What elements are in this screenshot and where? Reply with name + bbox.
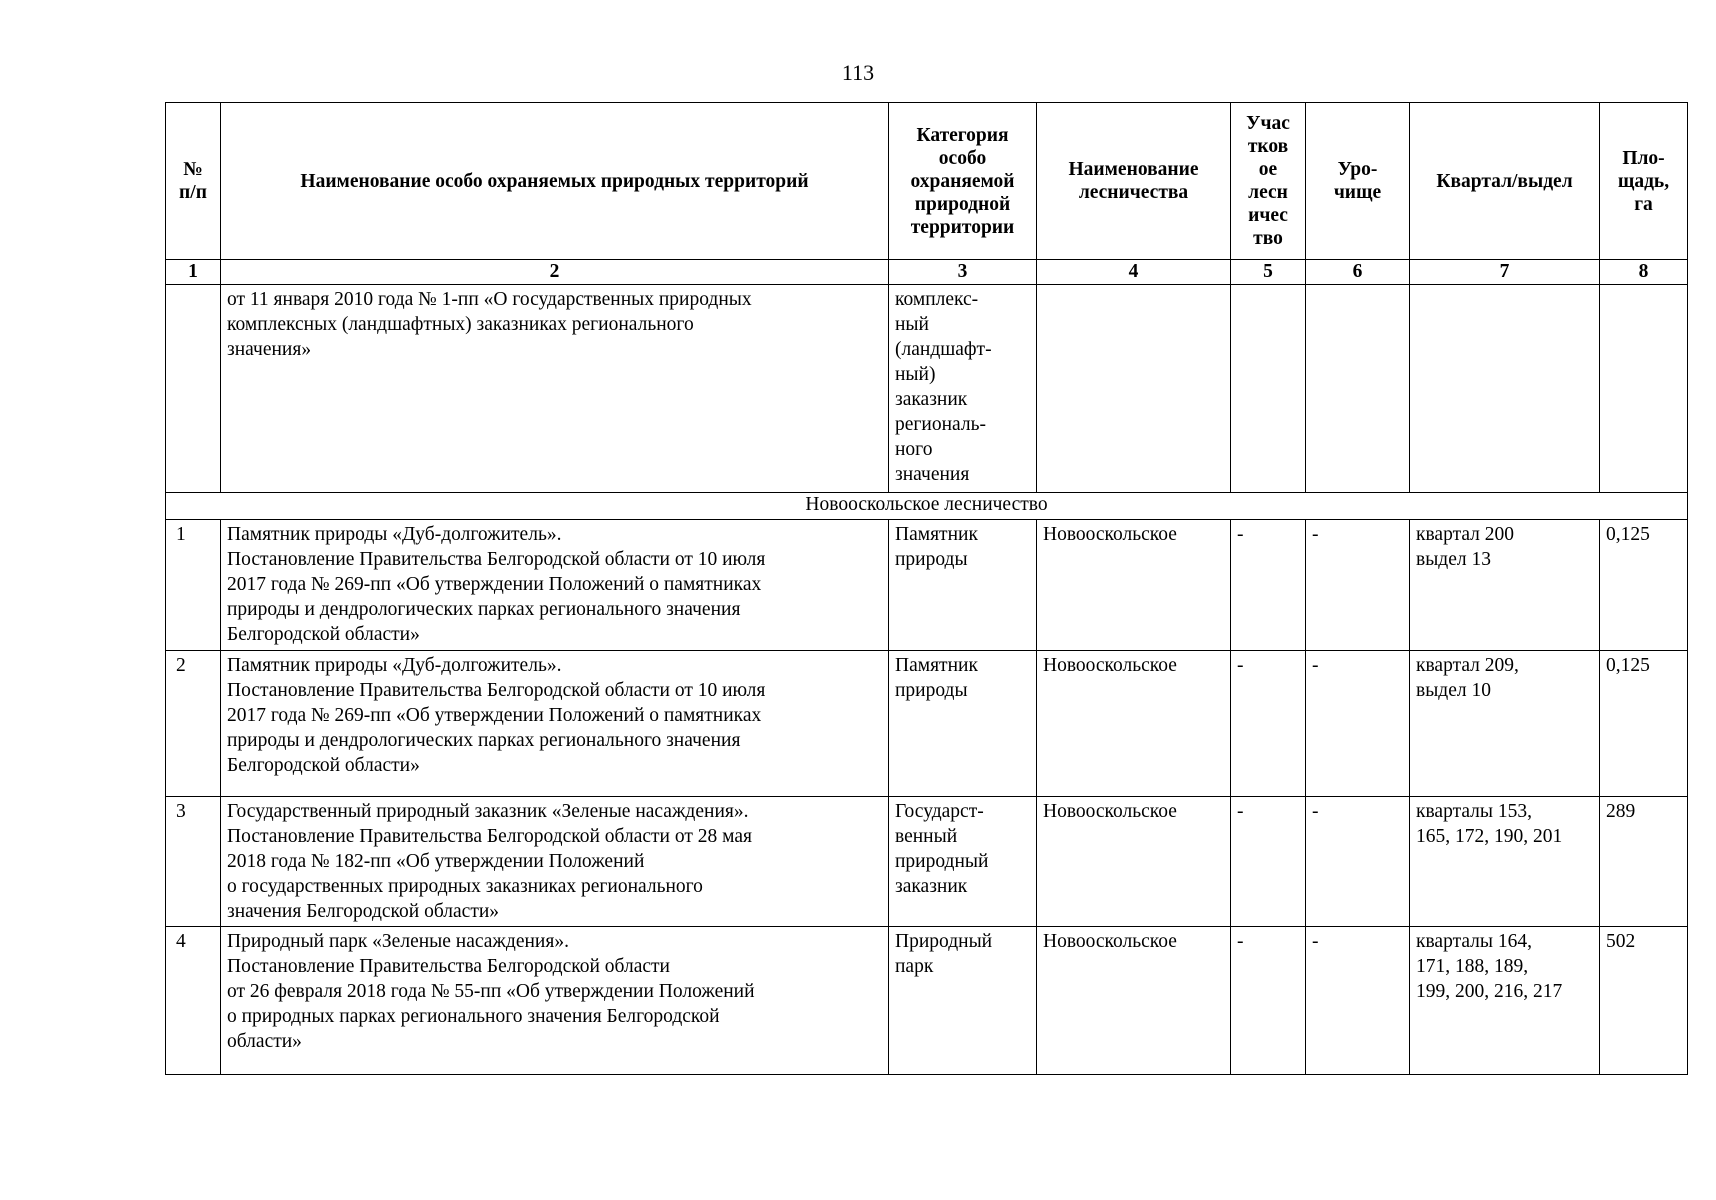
continuation-num (166, 285, 221, 493)
row-forestry: Новооскольское (1037, 520, 1231, 651)
row-name (221, 927, 889, 1075)
row-num: 1 (166, 520, 221, 651)
row-num: 2 (166, 651, 221, 797)
text-line: Постановление Правительства Белгородской области от 28 мая (227, 826, 752, 847)
row-category (889, 520, 1037, 651)
header-col-5-lines (1234, 112, 1302, 250)
text-line: тво (1253, 228, 1283, 249)
text-line: Памятник (895, 655, 978, 676)
table-row (166, 797, 1688, 927)
text-line: Памятник природы «Дуб-долгожитель». (227, 524, 562, 545)
column-number-row (166, 260, 1688, 285)
text-line: Природный парк «Зеленые насаждения». (227, 931, 569, 952)
row-category (889, 651, 1037, 797)
text-line: заказник (895, 389, 968, 410)
column-number: 4 (1037, 260, 1231, 285)
text-line: заказник (895, 876, 968, 897)
header-col-6 (1306, 103, 1410, 260)
text-line: квартал 200 (1416, 524, 1515, 545)
text-line: Государст- (895, 801, 984, 822)
header-col-4 (1037, 103, 1231, 260)
row-district: - (1231, 797, 1306, 927)
row-quarter-lines (1416, 653, 1593, 703)
row-quarter-lines (1416, 929, 1593, 1004)
row-name (221, 520, 889, 651)
row-area: 502 (1600, 927, 1688, 1075)
continuation-row (166, 285, 1688, 493)
continuation-name-lines (227, 287, 882, 362)
row-category-lines (895, 929, 1030, 979)
text-line: Учас (1246, 113, 1290, 134)
row-quarter-lines (1416, 799, 1593, 849)
row-forestry: Новооскольское (1037, 651, 1231, 797)
text-line: Постановление Правительства Белгородской области от 10 июля (227, 549, 766, 570)
text-line: области» (227, 1031, 302, 1052)
text-line: Постановление Правительства Белгородской области от 10 июля (227, 680, 766, 701)
text-line: ный) (895, 364, 936, 385)
text-line: чище (1333, 182, 1382, 203)
protected-areas-table (165, 102, 1688, 1075)
row-district: - (1231, 927, 1306, 1075)
text-line: Пло- (1622, 147, 1665, 169)
row-tract: - (1306, 797, 1410, 927)
text-line: Наименование (1068, 159, 1199, 180)
table-row (166, 651, 1688, 797)
continuation-category (889, 285, 1037, 493)
header-row (166, 103, 1688, 260)
text-line: парк (895, 956, 934, 977)
text-line: (ландшафт- (895, 339, 992, 360)
text-line: Памятник природы «Дуб-долгожитель». (227, 655, 562, 676)
text-line: особо (938, 147, 987, 169)
row-area: 0,125 (1600, 520, 1688, 651)
row-tract: - (1306, 651, 1410, 797)
text-line: Постановление Правительства Белгородской области (227, 956, 670, 977)
text-line: комплексных (ландшафтных) заказниках регионального (227, 314, 694, 335)
header-col-5 (1231, 103, 1306, 260)
text-line: кварталы 164, (1416, 931, 1532, 952)
text-line: 171, 188, 189, (1416, 956, 1529, 977)
text-line: о природных парках регионального значения Белгородской (227, 1006, 720, 1027)
text-line: территории (910, 216, 1015, 238)
section-row (166, 493, 1688, 520)
text-line: ный (895, 314, 929, 335)
row-category-lines (895, 799, 1030, 899)
text-line: 2018 года № 182-пп «Об утверждении Положений (227, 851, 645, 872)
row-area: 0,125 (1600, 651, 1688, 797)
row-category-lines (895, 522, 1030, 572)
row-name (221, 651, 889, 797)
continuation-forestry (1037, 285, 1231, 493)
row-quarter (1410, 520, 1600, 651)
continuation-name (221, 285, 889, 493)
text-line: от 11 января 2010 года № 1-пп «О государственных природных (227, 289, 752, 310)
text-line: Природный (895, 931, 993, 952)
text-line: Белгородской области» (227, 624, 420, 645)
table-row (166, 520, 1688, 651)
text-line: природной (914, 193, 1011, 215)
row-category (889, 797, 1037, 927)
text-line: природы (895, 680, 968, 701)
section-title: Новооскольское лесничество (166, 493, 1688, 520)
row-num: 4 (166, 927, 221, 1075)
text-line: значения Белгородской области» (227, 901, 500, 922)
text-line: га (1634, 193, 1653, 215)
table-row (166, 927, 1688, 1075)
row-district: - (1231, 520, 1306, 651)
header-col-4-lines (1040, 158, 1227, 204)
row-tract: - (1306, 520, 1410, 651)
row-name-lines (227, 522, 882, 647)
text-line: 199, 200, 216, 217 (1416, 981, 1563, 1002)
text-line: квартал 209, (1416, 655, 1519, 676)
row-quarter-lines (1416, 522, 1593, 572)
continuation-district (1231, 285, 1306, 493)
text-line: Уро- (1337, 159, 1378, 180)
text-line: Белгородской области» (227, 755, 420, 776)
text-line: Государственный природный заказник «Зеленые насаждения». (227, 801, 749, 822)
text-line: значения (895, 464, 970, 485)
text-line: выдел 10 (1416, 680, 1491, 701)
text-line: природный (895, 851, 989, 872)
row-category (889, 927, 1037, 1075)
text-line: от 26 февраля 2018 года № 55-пп «Об утверждении Положений (227, 981, 755, 1002)
header-col-1 (166, 103, 221, 260)
row-forestry: Новооскольское (1037, 927, 1231, 1075)
row-name (221, 797, 889, 927)
row-name-lines (227, 929, 882, 1054)
text-line: венный (895, 826, 958, 847)
row-forestry: Новооскольское (1037, 797, 1231, 927)
continuation-area (1600, 285, 1688, 493)
text-line: природы и дендрологических парках регионального значения (227, 730, 741, 751)
row-quarter (1410, 797, 1600, 927)
header-col-8-lines (1603, 147, 1684, 216)
text-line: кварталы 153, (1416, 801, 1532, 822)
header-col-8 (1600, 103, 1688, 260)
text-line: выдел 13 (1416, 549, 1491, 570)
row-area: 289 (1600, 797, 1688, 927)
page-number: 113 (841, 60, 875, 85)
header-col-7: Квартал/выдел (1410, 103, 1600, 260)
text-line: № (183, 159, 203, 180)
text-line: п/п (179, 182, 207, 203)
row-category-lines (895, 653, 1030, 703)
row-name-lines (227, 799, 882, 924)
header-col-3-lines (892, 124, 1033, 239)
text-line: значения» (227, 339, 312, 360)
text-line: комплекс- (895, 289, 979, 310)
row-quarter (1410, 927, 1600, 1075)
text-line: ного (895, 439, 933, 460)
text-line: 2017 года № 269-пп «Об утверждении Положений о памятниках (227, 705, 762, 726)
text-line: Памятник (895, 524, 978, 545)
text-line: региональ- (895, 414, 986, 435)
row-num: 3 (166, 797, 221, 927)
row-district: - (1231, 651, 1306, 797)
continuation-quarter (1410, 285, 1600, 493)
header-col-2: Наименование особо охраняемых природных территорий (221, 103, 889, 260)
header-col-1-lines (169, 158, 217, 204)
header-col-6-lines (1309, 158, 1406, 204)
column-number: 2 (221, 260, 889, 285)
text-line: ое (1258, 159, 1278, 180)
column-number: 6 (1306, 260, 1410, 285)
column-number: 5 (1231, 260, 1306, 285)
text-line: щадь, (1617, 170, 1670, 192)
column-number: 3 (889, 260, 1037, 285)
continuation-tract (1306, 285, 1410, 493)
row-name-lines (227, 653, 882, 778)
text-line: природы и дендрологических парках регионального значения (227, 599, 741, 620)
text-line: лесн (1248, 182, 1288, 203)
text-line: 2017 года № 269-пп «Об утверждении Положений о памятниках (227, 574, 762, 595)
text-line: лесничества (1078, 182, 1189, 203)
text-line: охраняемой (910, 170, 1015, 192)
row-tract: - (1306, 927, 1410, 1075)
text-line: ичес (1248, 205, 1288, 226)
text-line: о государственных природных заказниках регионального (227, 876, 703, 897)
column-number: 8 (1600, 260, 1688, 285)
row-quarter (1410, 651, 1600, 797)
column-number: 1 (166, 260, 221, 285)
header-col-3 (889, 103, 1037, 260)
text-line: тков (1247, 136, 1289, 157)
column-number: 7 (1410, 260, 1600, 285)
text-line: Категория (916, 124, 1009, 146)
continuation-category-lines (895, 287, 1030, 487)
text-line: природы (895, 549, 968, 570)
text-line: 165, 172, 190, 201 (1416, 826, 1563, 847)
